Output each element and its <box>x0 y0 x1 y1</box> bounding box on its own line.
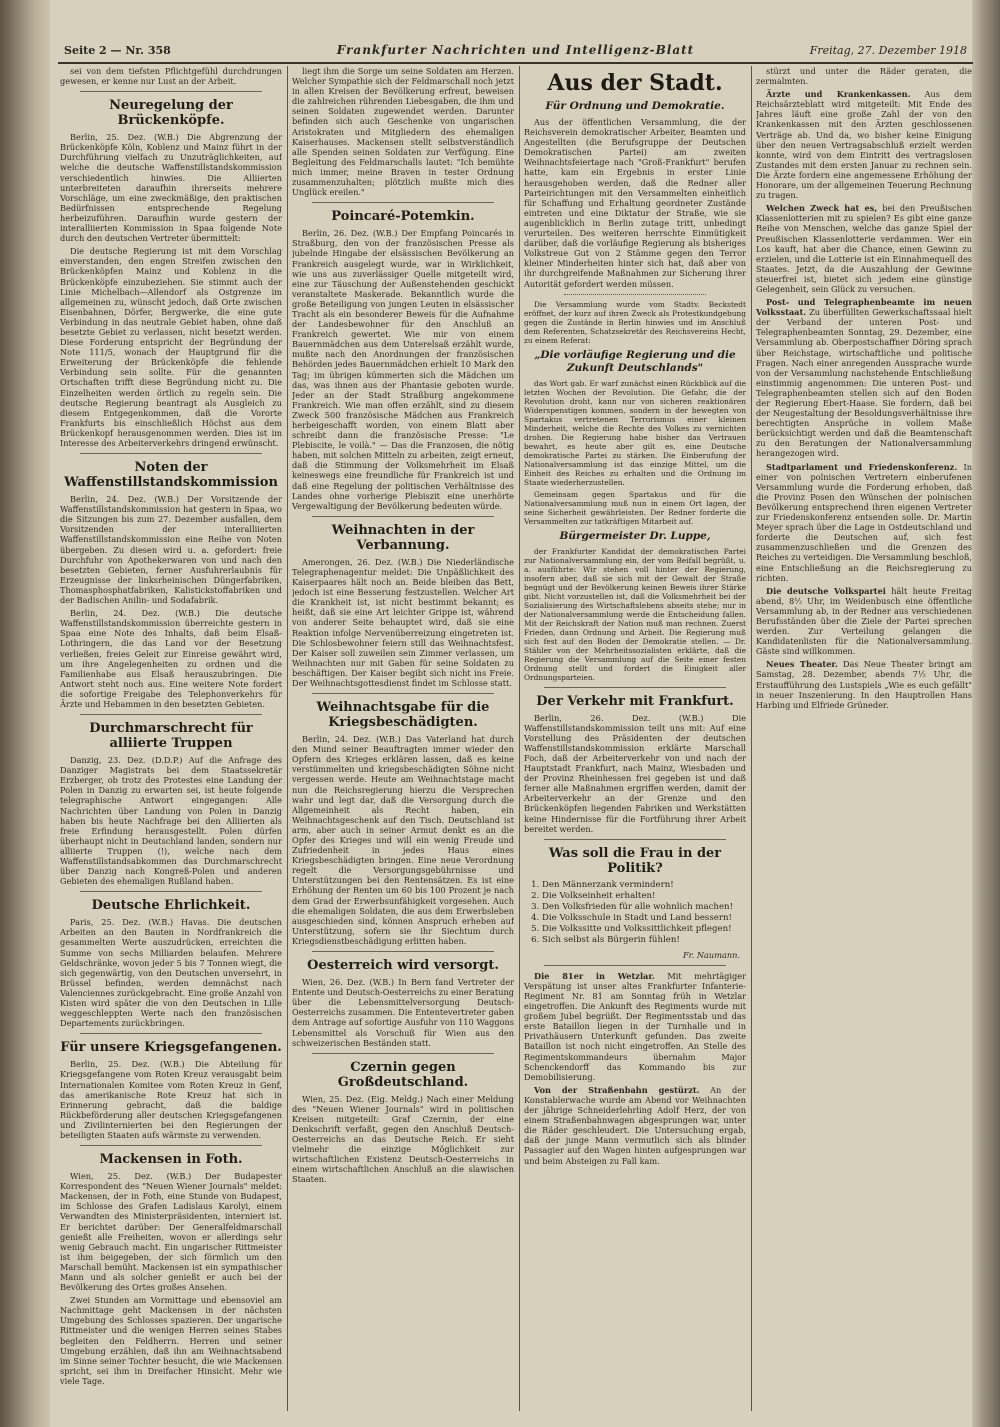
separator <box>80 1033 262 1034</box>
article-paragraph: Gemeinsam gegen Spartakus und für die Nationalversammlung muß nun in einem Ort lagen, der seine Sicherheit gewährleisten. Der Redner forderte die Versammelten zur tatkräftigen Mitarbeit auf. <box>524 489 746 526</box>
article-paragraph: Berlin, 25. Dez. (W.B.) Die Abteilung für Kriegsgefangene vom Roten Kreuz verausgabt beim Internationalen Komitee vom Roten Kreuz in Genf, das amerikanische Rote Kreuz hat sich in Erinnerung gebracht, daß die baldige Rückbeförderung aller deutschen Kriegsgefangenen und Zivilinternierten bei den Regierungen der beteiligten Staaten aufs wärmste zu verwenden. <box>60 1059 282 1140</box>
column-rule <box>519 66 520 1411</box>
newspaper-title: Frankfurter Nachrichten und Intelligenz-Blatt <box>336 43 695 57</box>
article-text: bei den Preußischen Klassenlotterien mit zu spielen? Es gibt eine ganze Reihe von Menschen, welche das ganze Spiel der Preußischen Klassenlotterie verdammen. Wer ein Los kauft, hat aber die Chance, einen Gewinn zu erzielen, und die Lotterie ist ein Einnahmequell des Staates. Jetzt, da die Auszahlung der Gewinne steuerfrei ist, bietet sich jedem eine günstige Gelegenheit, sein Glück zu versuchen. <box>756 203 972 294</box>
article-paragraph <box>756 586 972 657</box>
article-text: In einer von polnischen Vertretern einberufenen Versammlung wurde die Forderung erhoben, daß die Provinz Posen den Wünschen der polnischen Bevölkerung entsprechend ihren eigenen Vertreter zur Friedenskonferenz entsenden solle. Dr. Martin Meyer sprach über die Lage in Ostdeutschland und forderte die Deutschen auf, sich fest zusammenzuschließen und die Grenzen des Reiches zu verteidigen. Die Versammlung beschloß, eine Entschließung an die Reichsregierung zu richten. <box>756 461 972 583</box>
column-fade <box>60 1398 282 1416</box>
list-item: 2. Die Volkseinheit erhalten! <box>542 891 746 902</box>
headline: Mackensen in Foth. <box>99 1152 243 1168</box>
subheadline: Bürgermeister Dr. Luppe, <box>559 529 711 542</box>
inline-headline: Neues Theater. <box>766 659 838 670</box>
separator <box>312 202 494 203</box>
article-paragraph <box>524 971 746 1082</box>
article-paragraph: Danzig, 23. Dez. (D.D.P.) Auf die Anfrage des Danziger Magistrats bei dem Staatssekretär Erzberger, ob trotz des Protestes eine Landung der Polen in Danzig zu erwarten sei, ist heute folgende telegraphische Antwort eingegangen: Alle Nachrichten über Landung von Polen in Danzig haben bis heute Nachfrage bei den Alliierten als freie Erfindung herausgestellt. Polen dürfen überhaupt nicht in Deutschland landen, sondern nur alliierte Truppen (!), welche nach dem Waffenstillstandsabkommen das Durchmarschrecht über Danzig nach Kongreß-Polen und anderen Gebieten des ehemaligen Rußland haben. <box>60 755 282 887</box>
article-paragraph: Berlin, 26. Dez. (W.B.) Der Empfang Poincarés in Straßburg, den von der französischen Presse als jubelnde Hingabe der elsässischen Bevölkerung an Frankreich ausgelegt wurde, war in Wirklichkeit, wie uns aus zuverlässiger Quelle mitgeteilt wird, eine zur Täuschung der Außenstehenden geschickt veranstaltete Maskerade. Bekanntlich wurde die große Beteiligung von jungen Leuten in elsässischer Tracht als ein besonderer Beweis für die Aufnahme der Landesbewohner für den Anschluß an Frankreich gewertet. Wie mir von einem Bauernmädchen aus dem Unterelsaß erzählt wurde, mußte nach den Anordnungen der französischen Behörden jedes Bauernmädchen erhielt 10 Mark den Tag; im übrigen kümmerten sich die Mädchen um das, was ihnen aus der Phantasie geboten wurde. Jeder an der Stadt Straßburg angekommene Frankreich. Wie man offen erzählt, sind zu diesem Zweck 500 französische Mädchen aus Frankreich herbeigeschafft worden, von einem Blatt aber schreibt dann die französische Presse: "Le Plebiscite, le voilà." — Das die Franzosen, die nötig haben, mit solchen Mitteln zu arbeiten, zeigt erneut, daß die Stimmung der Volksmehrheit im Elsaß keineswegs eine freundliche für Frankreich ist und daß eine Regelung der politischen Verhältnisse des Landes ohne vorherige Plebiszit eine unerhörte Vergewaltigung der Bevölkerung bedeuten würde. <box>292 228 514 511</box>
subheadline: „Die vorläufige Regierung und die Zukunft Deutschlands" <box>534 348 736 374</box>
article-text: Mit mehrtägiger Verspätung ist unser altes Frankfurter Infanterie-Regiment Nr. 81 am Sonntag früh in Wetzlar eingetroffen. Die Ankunft des Regiments wurde mit großem Jubel begrüßt. Der Regimentsstab und das erste Bataillon liegen in der Turnhalle und in Privathäusern Unterkunft gefunden. Das zweite Bataillon ist noch nicht eingetroffen. An Stelle des Regimentskommandeurs übernahm Major Schenckendorff das Kommando bis zur Demobilisierung. <box>524 970 746 1082</box>
headline: Für unsere Kriegsgefangenen. <box>60 1040 282 1056</box>
article-text: hält heute Freitag abend, 8½ Uhr, im Weidenbusch eine öffentliche Versammlung ab, in der Redner aus verschiedenen Berufsständen über die Ziele der Partei sprechen werden. Zur Verteilung gelangen die Kandidatenlisten für die Nationalversammlung. Gäste sind willkommen. <box>756 585 972 657</box>
headline: Durchmarschrecht für alliierte Truppen <box>89 721 253 752</box>
separator <box>80 714 262 715</box>
article-paragraph <box>756 462 972 583</box>
article-paragraph: Die deutsche Regierung ist mit dem Vorschlag einverstanden, den engen Streifen zwischen den Brückenköpfen Mainz und Koblenz in die Brückenköpfe einzubeziehen. Sie stimmt auch der Linie Michelbach—Allendorf als Ostgrenze im allgemeinen zu, wünscht jedoch, daß Orte zwischen Eisenbahnen, Dörfer, Bergwerke, die eine gute Verbindung in das neutrale Gebiet haben, ohne daß besetzte Gebiet zu verlassen, nicht besetzt werden. Diese Forderung entspricht der Begründung der Note 111/5, wonach der Hauptgrund für die Erweiterung der Brückenköpfe die fehlende Verbindung sein sollte. Für die genannten Ortschaften trifft diese Begründung nicht zu. Die Einzelheiten werden örtlich zu regeln sein. Die deutsche Regierung beantragt als Ausgleich zu diesem Entgegenkommen, daß die Vororte Frankfurts bis einschließlich Höchst aus dem Brückenkopf herausgenommen werden. Dies ist im Interesse des Arbeiterverkehrs dringend erwünscht. <box>60 246 282 448</box>
separator <box>80 891 262 892</box>
separator <box>544 687 726 688</box>
article-text: Das Neue Theater bringt am Samstag, 28. Dezember, abends 7½ Uhr, die Erstaufführung des Lustspiels „Wie es euch gefällt" in neuer Inszenierung. In den Hauptrollen Hans Harbing und Elfriede Grüneder. <box>756 659 972 710</box>
list-item: 3. Den Volksfrieden für alle wohnlich machen! <box>542 902 746 913</box>
headline: Neuregelung der Brückenköpfe. <box>109 98 233 129</box>
article-text: Aus dem Reichsärzteblatt wird mitgeteilt: Mit Ende des Jahres läuft eine große Zahl der von den Krankenkassen mit den Ärzten geschlossenen Verträge ab. Und da, wo bisher keine Einigung über den neuen Vertragsabschluß erzielt werden konnte, wird von dem Eintritt des vertragslosen Zustandes mit dem ersten Januar zu rechnen sein. Die Ärzte fordern eine angemessene Erhöhung der Honorare, um der allgemeinen Teuerung Rechnung zu tragen. <box>756 89 972 201</box>
column-fade <box>524 1398 746 1416</box>
section-title: Aus der Stadt. <box>547 70 723 96</box>
list-item: 4. Die Volksschule in Stadt und Land bessern! <box>542 913 746 924</box>
column-rule <box>751 66 752 1411</box>
headline: Noten der Waffenstillstandskommission <box>64 460 278 491</box>
page-number: Seite 2 — Nr. 358 <box>64 44 171 57</box>
article-paragraph: Berlin, 26. Dez. (W.B.) Die Waffenstillstandskommission teilt uns mit: Auf eine Vorstellung des Präsidenten der deutschen Waffenstillstandskommission erklärte Marschall Foch, daß der Arbeiterverkehr von und nach der Hauptstadt Frankfurt, nach Mainz, Wiesbaden und der Provinz Rheinhessen frei gegeben ist und daß ferner alle Maßnahmen ergriffen werden, damit der Arbeiterverkehr an der Grenze und den Brückenköpfen liegenden Fabriken und Werkstätten keine Hindernisse für die Fortführung ihrer Arbeit bereitet werden. <box>524 712 746 834</box>
article-paragraph: Amerongen, 26. Dez. (W.B.) Die Niederländische Telegraphenagentur meldet: Die Unpäßlichkeit des Kaiserpaares hält noch an. Beide bleiben das Bett, jedoch ist eine Besserung festzustellen. Welcher Art die Krankheit ist, ist nicht bestimmt bekannt; es heißt, daß sie eine Art leichter Grippe ist, während von anderer Seite behauptet wird, daß sie eine Reaktion infolge Nervenüberreizung eingetreten ist. Die Schlosbewohner feiern still das Weihnachtsfest. Der Kaiser soll zuweilen sein Zimmer verlassen, um Weihnachten nur mit Gaben für seine Soldaten zu beschäftigen. Der Kaiser begibt sich nicht ins Freie. Der Weihnachtsgottesdienst findet im Schlosse statt. <box>292 556 514 688</box>
article-paragraph: Die Versammlung wurde vom Stadtv. Beckstedt eröffnet, der kurz auf ihren Zweck als Protestkundgebung gegen die Zustände in Berlin hinwies und im Anschluß dem Referenten, Schatzsekretär des Reichsvereins Hecht, zu einem Referat: <box>524 299 746 345</box>
article-paragraph: Berlin, 24. Dez. (W.B.) Der Vorsitzende der Waffenstillstandskommission hat gestern in Spaa, wo die Sitzungen bis zum 27. Dezember ausfallen, dem Vorsitzenden der interalliierten Waffenstillstandskommission eine Reihe von Noten übergeben. Zu diesen wird u. a. gefordert: freie Durchfuhr von Apothekerwaren von und nach den besetzten Gebieten, ferner Ausfuhrerlaubnis für Erzeugnisse der linksrheinischen Düngerfabriken, Thomasphosphatfabriken, Kalistickstoffabriken und der Badischen Anilin- und Sodafabrik. <box>60 494 282 606</box>
continued-text: liegt ihm die Sorge um seine Soldaten am Herzen. Welcher Sympathie sich der Feldmarschall noch jetzt in allen Kreisen der Bevölkerung erfreut, beweisen die zahlreichen rührenden Liebesgaben, die ihm und seinen Soldaten zugewendet werden. Darunter befinden sich auch Geschenke von ungarischen Aristokraten und Mitgliedern des ehemaligen Kaiserhauses. Mackensen stellt selbstverständlich alle Spenden seinen Soldaten zur Verfügung. Eine Begleitung des Feldmarschalls lautet: "Ich bemühte mich immer, meine Braven in tester Ordnung zusammenzuhalten; plötzlich mußte mich dies Unglück ereilen." <box>292 66 514 198</box>
headline: Deutsche Ehrlichkeit. <box>91 898 251 914</box>
headline: Was soll die Frau in der Politik? <box>548 845 722 876</box>
article-paragraph: Aus der öffentlichen Versammlung, die der Reichsverein demokratischer Arbeiter, Beamten und Angestellten (die Berufsgruppe der Deutschen Demokratischen Partei) am zweiten Weihnachtsfeiertage nach "Groß-Frankfurt" berufen hatte, kam ein Ergebnis in erster Linie herausgehoben werden, daß die Redner aller Parteirichtungen mit den Versammelten einheitlich für Schaffung und Erhaltung geordneter Zustände eintreten und eine Diktatur der Straße, wie sie augenblicklich in Berlin zutage tritt, unbedingt verurteilen. Des weiteren herrschte Einmütigkeit darüber, daß die vorläufige Regierung als bisheriges Volkstreue Gut von 2 Stämme gegen den Terror kleiner Minderheiten hinter sich hat, daß aber von ihr durchgreifende Maßnahmen zur Sicherung ihrer Autorität gefordert werden müssen. <box>524 117 746 289</box>
book-spine <box>0 0 50 1427</box>
article-paragraph: Wien, 25. Dez. (W.B.) Der Budapester Korrespondent des "Neuen Wiener Journals" meldet: Mackensen, der in Foth, eine Stunde von Budapest, im Schlosse des Grafen Ladislaus Karolyi, einem Verwandten des Ministerpräsidenten, interniert ist. Er berichtet darüber: Der Generalfeldmarschall genießt alle Freiheiten, wovon er allerdings sehr wenig Gebrauch macht. Ein ungarischer Rittmeister ist ihm beigegeben, der sich förmlich um den Marschall bemüht. Mackensen ist ein sympathischer Mann und als solcher genießt er auch bei der Bevölkerung des Ortes großes Ansehen. <box>60 1171 282 1293</box>
separator <box>80 91 262 92</box>
inline-headline: Stadtparlament und Friedenskonferenz. <box>766 461 958 472</box>
article-paragraph: Berlin, 24. Dez. (W.B.) Die deutsche Waffenstillstandskommission überreichte gestern in Spaa eine Note des Inhalts, daß beim Elsaß-Lothringern, die das Land vor der Besetzung verließen, freies Geleit zur Einreise gewährt wird, um ihre Angelegenheiten zu ordnen und die Familienhabe aus Elsaß herauszubringen. Die Antwort steht noch aus. Eine weitere Note fordert die sofortige Freigabe des Telephonverkehrs für Ärzte und Hebammen in den besetzten Gebieten. <box>60 608 282 709</box>
separator <box>80 453 262 454</box>
headline: Der Verkehr mit Frankfurt. <box>536 693 734 709</box>
headline: Oesterreich wird versorgt. <box>307 958 499 974</box>
article-paragraph <box>756 659 972 709</box>
article-paragraph: Wien, 25. Dez. (Eig. Meldg.) Nach einer Meldung des "Neuen Wiener Journals" wird in politischen Kreisen mitgeteilt: Graf Czernin, der eine Denkschrift verfaßt, gegen den Anschluß Deutsch-Oesterreichs an das Deutsche Reich. Er sieht vielmehr die einzige Möglichkeit zur wirtschaftlichen Existenz Deutsch-Oesterreichs in einem wirtschaftlichen Anschluß an die slawischen Staaten. <box>292 1093 514 1185</box>
separator <box>80 1145 262 1146</box>
separator <box>312 693 494 694</box>
headline: Weihnachten in der Verbannung. <box>331 522 475 553</box>
separator <box>564 294 706 295</box>
page-edge <box>972 0 1000 1427</box>
column-3 <box>524 66 746 1416</box>
column-rule <box>287 66 288 1411</box>
headline: Poincaré-Potemkin. <box>331 209 475 225</box>
article-paragraph: Berlin, 25. Dez. (W.B.) Die Abgrenzung der Brückenköpfe Köln, Koblenz und Mainz führt in der Durchführung vielfach zu Unzuträglichkeiten, auf welche die deutsche Waffenstillstandskommission verschiedentlich hinwies. Die Alliierten unterbreiteten daraufhin ihrerseits mehrere Vorschläge, um eine zweckmäßige, den praktischen Bedürfnissen entsprechende Regelung herbeizuführen. Daraufhin wurde gestern der interalliierten Kommission in Spaa folgende Note durch den deutschen Vertreter übermittelt: <box>60 132 282 244</box>
article-paragraph: Berlin, 24. Dez. (W.B.) Das Vaterland hat durch den Mund seiner Beauftragten immer wieder den Opfern des Krieges erklären lassen, daß es keine verstümmelten und kriegsbeschädigten Söhne nicht vergessen werde. Heute am Weihnachtstage macht nun die Reichsregierung hierzu die Versprechen wahr und legt dar, daß die Versorgung durch die Allgemeinheit als Recht haben, ein Weihnachtsgeschenk auf den Tisch. Deutschland ist arm, aber auch in seiner Armut denkt es an die Opfer des Krieges und will ein wenig Freude und Zufriedenheit in jedes Haus eines Kriegsbeschädigten bringen. Eine neue Verordnung regelt die Versorgungsgebührnisse und Unterstützungen bei den Rentensätzen. Es ist eine Erhöhung der Renten um 60 bis 100 Prozent je nach dem Grad der Erwerbsunfähigkeit vorgesehen. Auch die ehemaligen Soldaten, die aus dem Erwerbsleben ausgeschieden sind, können Anspruch erheben auf Unterstützung, sofern sie ihr Siechtum durch Kriegsdienstbeschädigung erlitten haben. <box>292 734 514 946</box>
inline-headline: Welchen Zweck hat es, <box>766 203 878 214</box>
continued-text: sei von dem tiefsten Pflichtgefühl durchdrungen gewesen, er kenne nur Lust an der Arbeit. <box>60 66 282 87</box>
headline: Weihnachtsgabe für die Kriegsbeschädigten. <box>316 700 490 731</box>
inline-headline: Die deutsche Volkspartei <box>766 585 886 596</box>
article-paragraph: Paris, 25. Dez. (W.B.) Havas. Die deutschen Arbeiten an den Bauten in Nordfrankreich die gesammelten Werte auszudrücken, erreichten die Summe von sechs Milliarden belaufen. Mehrere Geldschränke, wovon jeder 5 bis 7 Tonnen wiegt, die sich gegenwärtig, von den Deutschen unversehrt, in Brüssel befinden, werden demnächst nach Valenciennes zurückgebracht. Eine große Anzahl von Kisten wird später die von den Deutschen in Lille weggeschleppten Werte nach den französischen Departements zurückbringen. <box>60 917 282 1029</box>
article-paragraph <box>756 203 972 294</box>
continued-text: stürzt und unter die Räder geraten, die zermalmten. <box>756 66 972 87</box>
masthead <box>58 40 973 64</box>
article-paragraph <box>524 1085 746 1166</box>
separator <box>544 965 726 966</box>
separator <box>312 1053 494 1054</box>
list-item: 1. Den Männerzank vermindern! <box>542 880 746 891</box>
inline-headline: Ärzte und Krankenkassen. <box>766 89 911 100</box>
article-paragraph <box>756 89 972 200</box>
list-item: 6. Sich selbst als Bürgerin fühlen! <box>542 935 746 946</box>
column-2 <box>292 66 514 1416</box>
article-text: An der Konstablerwache wurde am Abend vor Weihnachten der jährige Schneiderlehrling Adolf Herz, der von einem Straßenbahnwagen abgesprungen war, unter die Räder geschleudert. Die Untersuchung ergab, daß der junge Mann vermutlich sich als blinder Passagier auf den Wagen hinten aufgesprungen war und beim Absteigen zu Fall kam. <box>524 1084 746 1166</box>
inline-headline: Von der Straßenbahn gestürzt. <box>534 1084 700 1095</box>
separator <box>312 951 494 952</box>
article-paragraph: Zwei Stunden am Vormittage und ebensoviel am Nachmittage geht Mackensen in der nächsten Umgebung des Schlosses spazieren. Der ungarische Rittmeister und die wenigen Herren seines Stabes begleiten den Feldherrn. Herren und seiner Umgebung erzählen, daß ihn am Weihnachtsabend im Sinne seiner Tochter besucht, die wie Mackensen spricht, sei ihm in Dreifacher Hinsicht. Mehr wie viele Tage. <box>60 1295 282 1386</box>
numbered-list <box>542 880 746 946</box>
column-1 <box>60 66 282 1416</box>
inline-headline: Post- und Telegraphenbeamte im neuen Volksstaat. <box>756 297 972 318</box>
list-item: 5. Die Volkssitte und Volkssittlichkeit pflegen! <box>542 924 746 935</box>
article-text: Zu überfüllten Gewerkschaftssaal hielt der Verband der unteren Post- und Telegraphenbeamten Sonntag, 29. Dezember, eine Versammlung ab. Oberpostschaffner Döring sprach über Reichstage, wirtschaftliche und politische Fragen. Nach einer anregenden Aussprache wurde von der Versammlung nachstehende Entschließung einstimmig angenommen: Die unteren Post- und Telegraphenbeamten stellen sich auf den Boden der Regierung Ebert-Haase. Sie fordern, daß bei der Neugestaltung der Besoldungsverhältnisse ihre berechtigten Ansprüche in vollem Maße berücksichtigt werden und daß die Beamtenschaft zu den Beratungen der Nationalversammlung herangezogen wird. <box>756 307 972 459</box>
headline: Czernin gegen Großdeutschland. <box>337 1059 469 1090</box>
inline-headline: Die 81er in Wetzlar. <box>534 970 655 981</box>
separator <box>312 516 494 517</box>
article-paragraph: das Wort gab. Er warf zunächst einen Rückblick auf die letzten Wochen der Revolution. Die Gefahr, die der Revolution droht, kann nur von sicheren reaktionären Widerspenstigen kommen, sondern in der bewegten von Spartakus vertretenen Terrorismus einer kleinen Minderheit, welche die Rechte des Volkes zu vernichten drohen. Die Regierung habe bisher das Vertrauen bewahrt, es heute aber gilt es, eine Deutsche demokratische Partei zu stärken. Die Einberufung der Nationalversammlung ist das einzige Mittel, um die Einheit des Reiches zu erhalten und die Ordnung im Staate wiederherzustellen. <box>524 378 746 487</box>
issue-date: Freitag, 27. Dezember 1918 <box>809 44 967 57</box>
separator <box>544 839 726 840</box>
article-paragraph: der Frankfurter Kandidat der demokratischen Partei zur Nationalversammlung ein, der vom Beifall begrüßt, u. a. ausführte: Wir stehen voll hinter der Regierung, insofern aber, daß sie sich mit der Gewalt der Straße begnügt und der Bevölkerung keinen Beweis ihrer Stärke gibt. Nicht vorzustellen ist, daß die Volksmehrheit bei der Sozialisierung des Wirtschaftslebens abseits stehe; nur in der Nationalversammlung werde die Entscheidung fallen. Mit der Reichskraft der Nation muß man rechnen. Zuerst Frieden, dann Ordnung und Arbeit. Die Regierung muß sich fest auf den Boden der Demokratie stellen. — Dr. Stähler von der Mehrheitssozialisten erklärte, daß die Regierung die Versammlung auf die Seite einer festen Ordnung stellt und fordert die Einigkeit aller Ordnungsparteien. <box>524 546 746 682</box>
article-paragraph: Wien, 26. Dez. (W.B.) In Bern fand Vertreter der Entente und Deutsch-Oesterreichs zu einer Beratung über die Lebensmittelversorgung Deutsch-Oesterreichs zusammen. Die Ententevertreter gaben dem Antrage auf sofortige Ausfuhr von 110 Waggons Lebensmittel als Vorschuß für Wien aus den schweizerischen Beständen statt. <box>292 977 514 1048</box>
column-fade <box>756 1398 972 1416</box>
column-fade <box>292 1398 514 1416</box>
column-4 <box>756 66 972 1416</box>
article-paragraph <box>756 297 972 459</box>
author-signature: Fr. Naumann. <box>682 949 740 960</box>
headline: Für Ordnung und Demokratie. <box>545 100 725 112</box>
